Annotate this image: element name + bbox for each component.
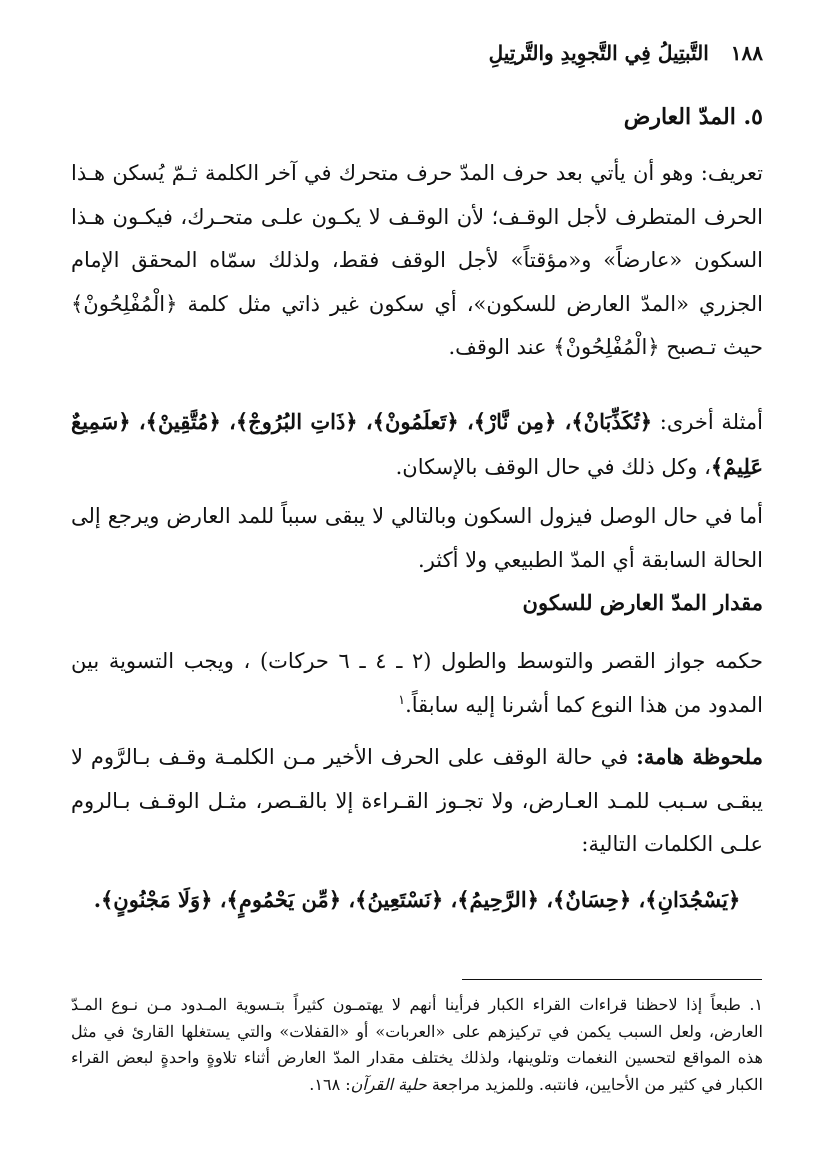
footnote-separator	[462, 979, 762, 980]
ruling-text: حكمه جواز القصر والتوسط والطول (٢ ـ ٤ ـ ٦ حركات) ، ويجب التسوية بين المدود من هذا النوع كما أشرنا إليه سابقاً.	[71, 649, 763, 717]
rawm-examples	[71, 878, 763, 922]
footnote-reference-title: حلية القرآن	[350, 1074, 427, 1094]
examples-paragraph	[71, 400, 763, 489]
section-title: ٥. المدّ العارض	[623, 104, 763, 130]
definition-paragraph	[71, 152, 763, 370]
note-text: في حالة الوقف على الحرف الأخير مـن الكلمـة وقـف بـالرَّوم لا يبقـى سـبب للمـد العـارض، ولا تجـوز القـراءة إلا بالقـصر، مثـل الوقـف بـالروم علـى الكلمات التالية:	[71, 745, 763, 856]
footnote	[71, 992, 763, 1098]
footnote-text: ١. طبعاً إذا لاحظنا قراءات القراء الكبار فرأينا أنهم لا يهتمـون كثيراً بتـسوية المـدود مـن نـوع المـدّ العارض، ولعل السبب يكمن في تركيزهم على «العربات» أو «القفلات» والتي يستغلها القارئ في مثل هذه المواقع لتحسين النغمات وتلوينها، ولذلك يختلف مقدار المدّ العارض أثناء تلاوةٍ واحدةٍ لبعض القراء الكبار في كثير من الأحايين، فانتبه. وللمزيد مراجعة	[71, 995, 763, 1094]
page-number: ١٨٨	[730, 41, 763, 65]
examples-prefix: أمثلة أخرى:	[652, 410, 763, 434]
subheading: مقدار المدّ العارض للسكون	[522, 590, 763, 615]
page-header	[73, 36, 763, 70]
wasl-paragraph	[71, 495, 763, 582]
examples-suffix: ، وكل ذلك في حال الوقف بالإسكان.	[395, 454, 711, 479]
footnote-page-ref: : ١٦٨.	[309, 1074, 351, 1094]
definition-text: تعريف: وهو أن يأتي بعد حرف المدّ حرف متحرك في آخر الكلمة ثـمّ يُسكن هـذا الحرف المتطرف لأجل الوقـف؛ لأن الوقـف لا يكـون علـى متحـرك، فيكـون هـذا السكون «عارضاً» و«مؤقتاً» لأجل الوقف فقط، ولذلك سمّاه المحقق الإمام الجزري «المدّ العارض للسكون»، أي سكون غير ذاتي مثل كلمة ﴿الْمُفْلِحُونْ﴾ حيث تـصبح ﴿الْمُفْلِحُونْ﴾ عند الوقف.	[71, 161, 763, 359]
footnote-reference[interactable]: ١	[398, 692, 406, 708]
ruling-paragraph	[71, 640, 763, 727]
rawm-examples-text: ﴿يَسْجُدَانِ﴾، ﴿حِسَانٌ﴾، ﴿الرَّحِيمُ﴾، ﴿نَسْتَعِينُ﴾، ﴿مِّن يَحْمُومٍ﴾، ﴿وَلَا مَجْنُونٍ﴾.	[93, 887, 741, 912]
wasl-text: أما في حال الوصل فيزول السكون وبالتالي لا يبقى سبباً للمد العارض ويرجع إلى الحالة السابقة أي المدّ الطبيعي ولا أكثر.	[71, 504, 763, 572]
examples-words: ﴿تُكَذِّبَانْ﴾، ﴿مِن نَّارْ﴾، ﴿تَعلَمُونْ﴾، ﴿ذَاتِ البُرُوجْ﴾، ﴿مُتَّقِينْ﴾، ﴿سَمِيعٌ عَلِيمْ﴾	[71, 409, 763, 479]
book-title: التَّبتِيلُ فِي التَّجوِيدِ والتَّرتِيلِ	[488, 41, 709, 65]
note-label: ملحوظة هامة:	[636, 744, 763, 769]
note-paragraph	[71, 735, 763, 867]
